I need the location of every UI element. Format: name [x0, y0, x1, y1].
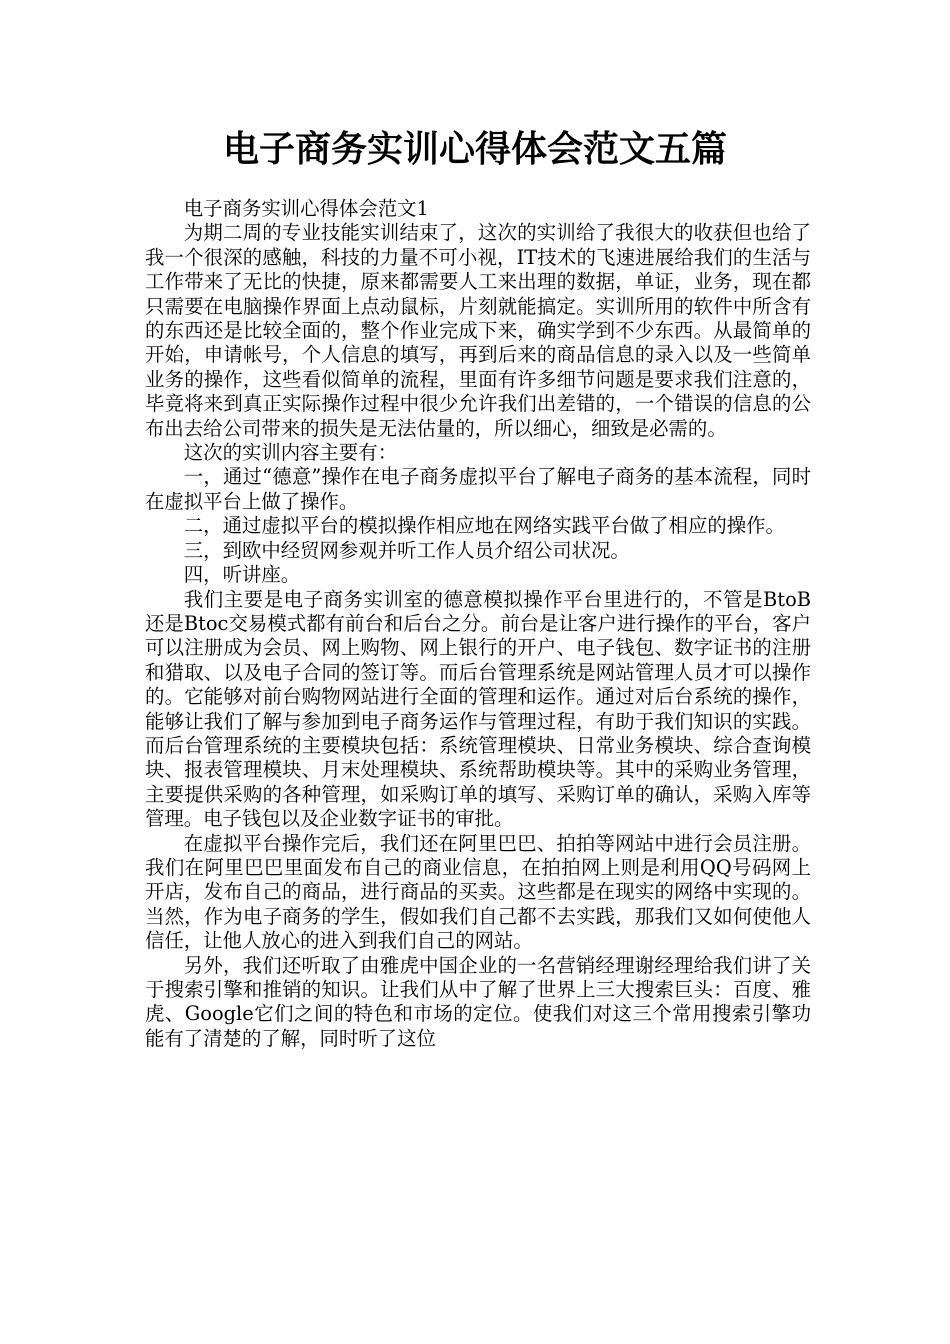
document-body — [145, 197, 811, 1051]
document-title: 电子商务实训心得体会范文五篇 — [222, 129, 727, 170]
paragraph: 我们主要是电子商务实训室的德意模拟操作平台里进行的，不管是BtoB还是Btoc交易模式都有前台和后台之分。前台是让客户进行操作的平台，客户可以注册成为会员、网上购物、网上银行的开户、电子钱包、数字证书的注册和猎取、以及电子合同的签订等。而后台管理系统是网站管理人员才可以操作的。它能够对前台购物网站进行全面的管理和运作。通过对后台系统的操作，能够让我们了解与参加到电子商务运作与管理过程，有助于我们知识的实践。而后台管理系统的主要模块包括：系统管理模块、日常业务模块、综合查询模块、报表管理模块、月末处理模块、系统帮助模块等。其中的采购业务管理，主要提供采购的各种管理，如采购订单的填写、采购订单的确认，采购入库等管理。电子钱包以及企业数字证书的审批。 — [145, 587, 811, 831]
paragraph: 在虚拟平台操作完后，我们还在阿里巴巴、拍拍等网站中进行会员注册。我们在阿里巴巴里面发布自己的商业信息，在拍拍网上则是利用QQ号码网上开店，发布自己的商品，进行商品的买卖。这些都是在现实的网络中实现的。当然，作为电子商务的学生，假如我们自己都不去实践，那我们又如何使他人信任，让他人放心的进入到我们自己的网站。 — [145, 831, 811, 953]
list-item: 一，通过“德意”操作在电子商务虚拟平台了解电子商务的基本流程，同时在虚拟平台上做了操作。 — [145, 465, 811, 513]
paragraph: 为期二周的专业技能实训结束了，这次的实训给了我很大的收获但也给了我一个很深的感触，科技的力量不可小视，IT技术的飞速进展给我们的生活与工作带来了无比的快捷，原来都需要人工来出理的数据，单证，业务，现在都只需要在电脑操作界面上点动鼠标，片刻就能搞定。实训所用的软件中所含有的东西还是比较全面的，整个作业完成下来，确实学到不少东西。从最简单的开始，申请帐号，个人信息的填写，再到后来的商品信息的录入以及一些简单业务的操作，这些看似简单的流程，里面有许多细节问题是要求我们注意的，毕竟将来到真正实际操作过程中很少允许我们出差错的，一个错误的信息的公布出去给公司带来的损失是无法估量的，所以细心，细致是必需的。 — [145, 221, 811, 440]
section-heading: 电子商务实训心得体会范文1 — [183, 197, 429, 220]
paragraph: 这次的实训内容主要有： — [183, 441, 398, 465]
list-item: 四，听讲座。 — [183, 563, 301, 587]
list-item: 三，到欧中经贸网参观并听工作人员介绍公司状况。 — [183, 538, 630, 562]
paragraph: 另外，我们还听取了由雅虎中国企业的一名营销经理谢经理给我们讲了关于搜索引擎和推销的知识。让我们从中了解了世界上三大搜索巨头：百度、雅虎、Google它们之间的特色和市场的定位。使我们对这三个常用搜索引擎功能有了清楚的了解，同时听了这位 — [145, 953, 811, 1050]
list-item: 二，通过虚拟平台的模拟操作相应地在网络实践平台做了相应的操作。 — [183, 514, 785, 538]
